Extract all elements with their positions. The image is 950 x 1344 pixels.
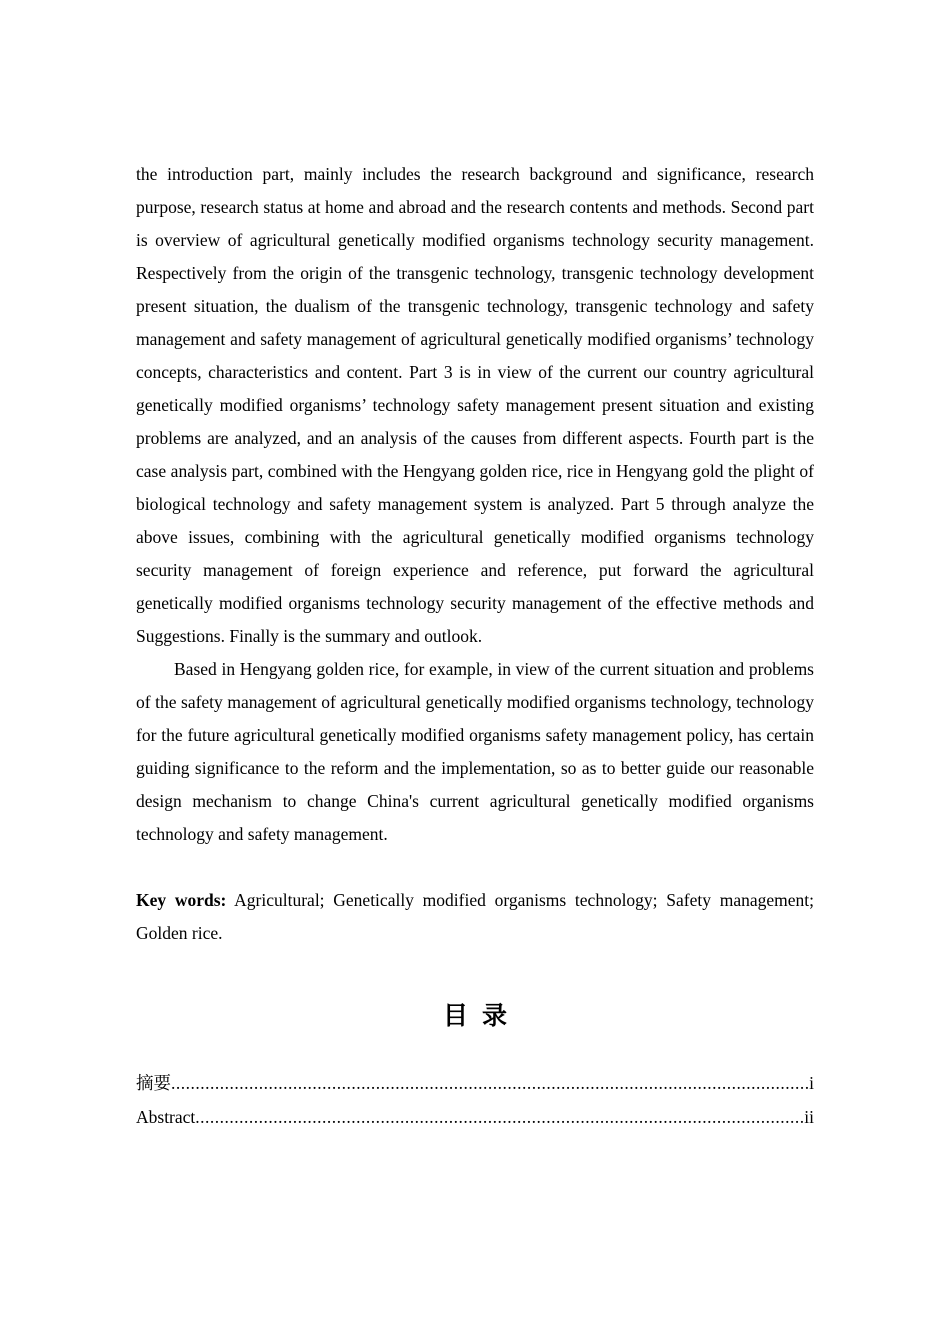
keywords-line: [136, 884, 814, 950]
toc-title: 目录: [442, 1001, 521, 1030]
toc-entry-label: Abstract: [136, 1107, 196, 1127]
toc-entry-abstract-en[interactable]: [136, 1100, 814, 1134]
abstract-paragraph-2: Based in Hengyang golden rice, for example, in view of the current situation and problems of the safety management of agricultural genetically modified organisms technology, technology for the future agricultural genetically modified organisms safety management policy, has certain guiding significance to the reform and the implementation, so as to better guide our reasonable design mechanism to change China's current agricultural genetically modified organisms technology and safety management.: [136, 659, 814, 844]
toc-leader-dots: [195, 1100, 804, 1134]
toc-entry-label: 摘要: [136, 1073, 171, 1093]
keywords-text: Agricultural; Genetically modified organisms technology; Safety management; Golden rice.: [136, 890, 814, 943]
abstract-paragraph-1: the introduction part, mainly includes the research background and significance, research purpose, research status at home and abroad and the research contents and methods. Second part is overview of agricultural genetically modified organisms technology security management. Respectively from the origin of the transgenic technology, transgenic technology development present situation, the dualism of the transgenic technology, transgenic technology and safety management and safety management of agricultural genetically modified organisms’ technology concepts, characteristics and content. Part 3 is in view of the current our country agricultural genetically modified organisms’ technology safety management present situation and existing problems are analyzed, and an analysis of the causes from different aspects. Fourth part is the case analysis part, combined with the Hengyang golden rice, rice in Hengyang gold the plight of biological technology and safety management system is analyzed. Part 5 through analyze the above issues, combining with the agricultural genetically modified organisms technology security management of foreign experience and reference, put forward the agricultural genetically modified organisms technology security management of the effective methods and Suggestions. Finally is the summary and outlook.: [136, 164, 814, 646]
toc-entry-page: ii: [804, 1107, 814, 1127]
toc-entry-abstract-cn[interactable]: [136, 1066, 814, 1100]
table-of-contents: [136, 1066, 814, 1134]
keywords-label: Key words:: [136, 890, 227, 910]
toc-leader-dots: [171, 1066, 809, 1100]
toc-entry-page: i: [809, 1073, 814, 1093]
page-content: [136, 158, 814, 1134]
